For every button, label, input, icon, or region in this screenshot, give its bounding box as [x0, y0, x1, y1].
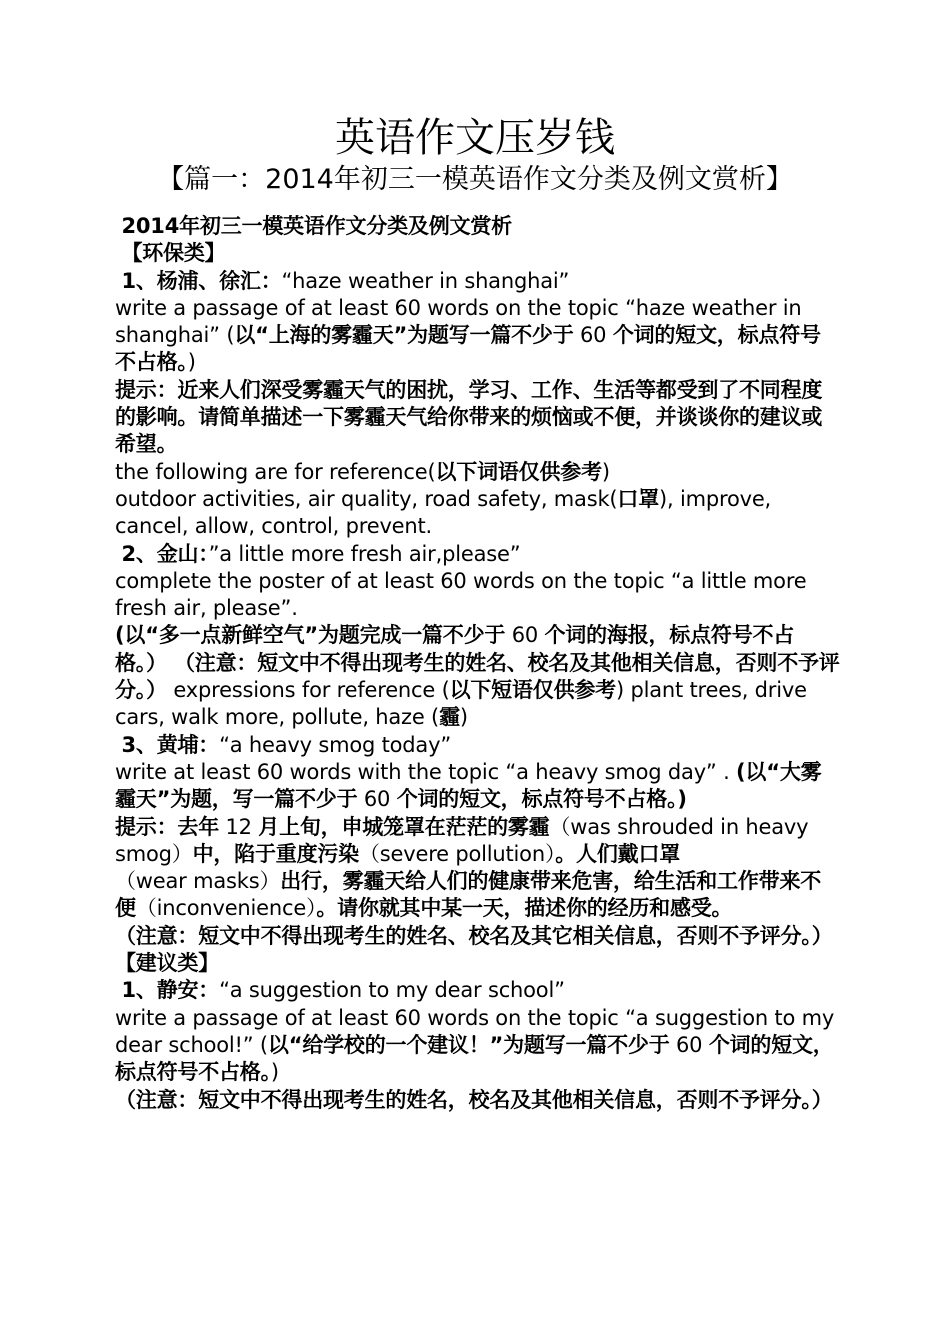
prompt-2-title: 2、金山：”a little more fresh air,please”: [121, 541, 521, 566]
prompt-1-hint: 提示：近来人们深受雾霾天气的困扰，学习、工作、生活等都受到了不同程度的影响。请简单描述一下雾霾天气给你带来的烦恼或不便，并谈谈你的建议或希望。: [115, 377, 823, 457]
prompt-1-words: outdoor activities, air quality, road safety, mask(口罩), improve, cancel, allow, control, prevent.: [115, 486, 772, 539]
document-subtitle: 【篇一：2014年初三一模英语作文分类及例文赏析】: [157, 164, 793, 195]
prompt-2-chinese: (以“多一点新鲜空气”为题完成一篇不少于 60 个词的海报，标点符号不占格。） （注意：短文中不得出现考生的姓名、校名及其他相关信息，否则不予评分。） expressions for reference (以下短语仅供参考) plant trees, drive cars, walk more, pollute, haze (霾): [115, 623, 840, 730]
category-suggestion: 【建议类】: [115, 951, 219, 976]
prompt-4-note: （注意：短文中不得出现考生的姓名，校名及其他相关信息，否则不予评分。）: [115, 1087, 833, 1112]
prompt-4-title: 1、静安：“a suggestion to my dear school”: [121, 978, 565, 1003]
prompt-4-requirement: write a passage of at least 60 words on the topic “a suggestion to my dear school!” (以“给学校的一个建议！”为题写一篇不少于 60 个词的短文，标点符号不占格。): [115, 1005, 835, 1085]
prompt-1-reference: the following are for reference(以下词语仅供参考): [115, 459, 610, 484]
document-title: 英语作文压岁钱: [335, 115, 615, 161]
category-environment: 【环保类】: [121, 241, 226, 266]
prompt-1-requirement: write a passage of at least 60 words on the topic “haze weather in shanghai” (以“上海的雾霾天”为题写一篇不少于 60 个词的短文，标点符号不占格。): [115, 295, 821, 375]
document-body: [115, 213, 841, 1114]
prompt-3-hint: 提示：去年 12 月上旬，申城笼罩在茫茫的雾霾（was shrouded in heavy smog）中，陷于重度污染（severe pollution）。人们戴口罩（wear masks）出行，雾霾天给人们的健康带来危害，给生活和工作带来不便（inconvenience）。请你就其中某一天，描述你的经历和感受。: [115, 814, 822, 921]
section-heading: 2014年初三一模英语作文分类及例文赏析: [121, 214, 512, 238]
prompt-1-title: 1、杨浦、徐汇：“haze weather in shanghai”: [121, 268, 570, 293]
prompt-3-note: （注意：短文中不得出现考生的姓名、校名及其它相关信息，否则不予评分。）: [115, 923, 833, 948]
prompt-2-requirement: complete the poster of at least 60 words on the topic “a little more fresh air, please”.: [115, 568, 807, 621]
prompt-3-requirement: write at least 60 words with the topic “a heavy smog day” . (以“大雾霾天”为题，写一篇不少于 60 个词的短文，标点符号不占格。): [115, 759, 822, 812]
prompt-3-title: 3、黄埔：“a heavy smog today”: [121, 732, 452, 757]
